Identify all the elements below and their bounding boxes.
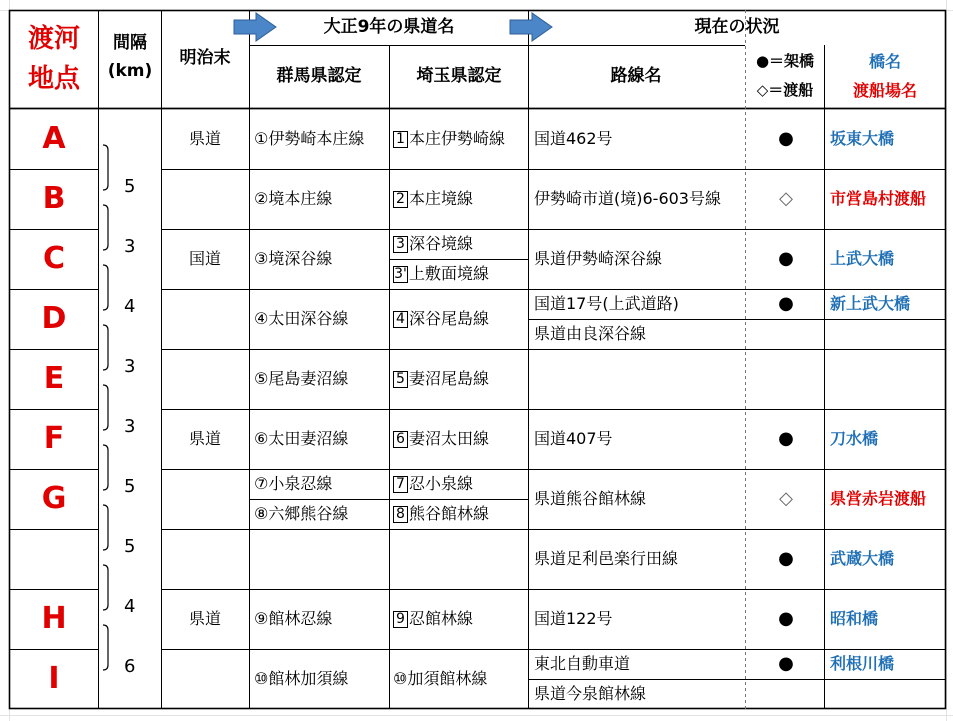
bridge-name: 昭和橋 bbox=[830, 609, 879, 628]
gunma-route: ⑥太田妻沼線 bbox=[254, 429, 349, 448]
gunma-route: ②境本庄線 bbox=[254, 189, 333, 208]
gunma-route: ⑧六郷熊谷線 bbox=[254, 504, 349, 523]
gunma-route: ⑩館林加須線 bbox=[254, 669, 349, 688]
saitama-route: ⑩加須館林線 bbox=[393, 669, 488, 688]
header-bridge-name: 橋名 bbox=[868, 52, 902, 71]
interval-value: 5 bbox=[124, 476, 136, 497]
gunma-route: ⑨館林忍線 bbox=[254, 609, 333, 628]
current-route: 伊勢崎市道(境)6-603号線 bbox=[534, 189, 721, 208]
current-route: 国道462号 bbox=[534, 129, 613, 148]
header-crossing-point: 渡河 bbox=[27, 24, 81, 54]
header-interval-unit: (km) bbox=[107, 61, 153, 81]
interval-value: 5 bbox=[124, 536, 136, 557]
bridge-name: 上武大橋 bbox=[830, 249, 895, 268]
saitama-route: 4 深谷尾島線 bbox=[393, 311, 489, 328]
interval-value: 4 bbox=[124, 296, 136, 317]
point-label: E bbox=[43, 361, 65, 396]
interval-value: 6 bbox=[124, 656, 136, 677]
bridge-marker: ● bbox=[778, 548, 794, 569]
point-label: F bbox=[43, 421, 65, 456]
meiji-cell: 国道 bbox=[188, 249, 222, 268]
current-route: 国道407号 bbox=[534, 429, 613, 448]
header-current: 現在の状況 bbox=[694, 17, 780, 37]
bridge-marker: ● bbox=[778, 428, 794, 449]
saitama-route: 8 熊谷館林線 bbox=[393, 506, 489, 523]
ferry-marker: ◇ bbox=[779, 488, 793, 509]
current-route: 県道熊谷館林線 bbox=[534, 489, 647, 508]
current-route: 県道今泉館林線 bbox=[534, 684, 647, 703]
header-saitama: 埼玉県認定 bbox=[416, 66, 502, 86]
meiji-cell: 県道 bbox=[188, 129, 222, 148]
point-label: A bbox=[42, 121, 66, 156]
ferry-name: 市営島村渡船 bbox=[830, 189, 927, 208]
point-label: I bbox=[48, 661, 60, 696]
current-route: 県道由良深谷線 bbox=[534, 324, 647, 343]
arrow-right-icon bbox=[234, 13, 276, 41]
point-label: D bbox=[41, 301, 67, 336]
saitama-route: 3 深谷境線 bbox=[393, 236, 473, 253]
current-route: 県道伊勢崎深谷線 bbox=[534, 249, 663, 268]
ferry-name: 県営赤岩渡船 bbox=[830, 489, 927, 508]
legend-bridge: ●＝架橋 bbox=[755, 52, 815, 70]
current-route: 国道122号 bbox=[534, 609, 613, 628]
header-ferry-name: 渡船場名 bbox=[852, 81, 918, 100]
point-label: H bbox=[41, 601, 67, 636]
arrow-right-icon bbox=[510, 13, 552, 41]
interval-brackets bbox=[103, 145, 108, 670]
legend-ferry: ◇＝渡船 bbox=[756, 81, 814, 99]
interval-value: 3 bbox=[124, 356, 136, 377]
bridge-marker: ● bbox=[778, 128, 794, 149]
header-taisho: 大正9年の県道名 bbox=[323, 17, 455, 37]
gunma-route: ③境深谷線 bbox=[254, 249, 333, 268]
gunma-route: ①伊勢崎本庄線 bbox=[254, 129, 365, 148]
bridge-name: 刀水橋 bbox=[830, 429, 879, 448]
header-route: 路線名 bbox=[610, 66, 662, 86]
ferry-marker: ◇ bbox=[779, 188, 793, 209]
saitama-route: 6 妻沼太田線 bbox=[393, 431, 489, 448]
bridge-marker: ● bbox=[778, 248, 794, 269]
current-route: 東北自動車道 bbox=[534, 654, 631, 673]
point-label: G bbox=[41, 481, 67, 516]
interval-value: 5 bbox=[124, 176, 136, 197]
bridge-name: 坂東大橋 bbox=[830, 129, 895, 148]
saitama-route: 2 本庄境線 bbox=[393, 191, 473, 208]
interval-value: 3 bbox=[124, 236, 136, 257]
saitama-route: 3' 上敷面境線 bbox=[394, 264, 490, 283]
interval-value: 4 bbox=[124, 596, 136, 617]
gunma-route: ⑤尾島妻沼線 bbox=[254, 369, 349, 388]
header-meiji: 明治末 bbox=[179, 48, 231, 68]
bridge-name: 武蔵大橋 bbox=[830, 549, 895, 568]
bridge-name: 新上武大橋 bbox=[830, 294, 911, 313]
saitama-route: 9 忍館林線 bbox=[393, 611, 473, 628]
meiji-cell: 県道 bbox=[188, 429, 222, 448]
meiji-cell: 県道 bbox=[188, 609, 222, 628]
current-route: 県道足利邑楽行田線 bbox=[534, 549, 679, 568]
current-route: 国道17号(上武道路) bbox=[534, 294, 679, 313]
interval-value: 3 bbox=[124, 416, 136, 437]
bridge-marker: ● bbox=[778, 608, 794, 629]
header-interval: 間隔 bbox=[113, 33, 147, 53]
saitama-route: 7 忍小泉線 bbox=[393, 476, 473, 493]
point-label: B bbox=[42, 181, 66, 216]
saitama-route: 1 本庄伊勢崎線 bbox=[393, 131, 505, 148]
point-label: C bbox=[42, 241, 66, 276]
bridge-marker: ● bbox=[778, 293, 794, 314]
bridge-name: 利根川橋 bbox=[830, 654, 895, 673]
saitama-route: 5 妻沼尾島線 bbox=[393, 371, 489, 388]
header-crossing-point-2: 地点 bbox=[27, 64, 81, 94]
gunma-route: ④太田深谷線 bbox=[254, 309, 349, 328]
bridge-marker: ● bbox=[778, 653, 794, 674]
header-gunma: 群馬県認定 bbox=[276, 66, 362, 86]
gunma-route: ⑦小泉忍線 bbox=[254, 474, 333, 493]
